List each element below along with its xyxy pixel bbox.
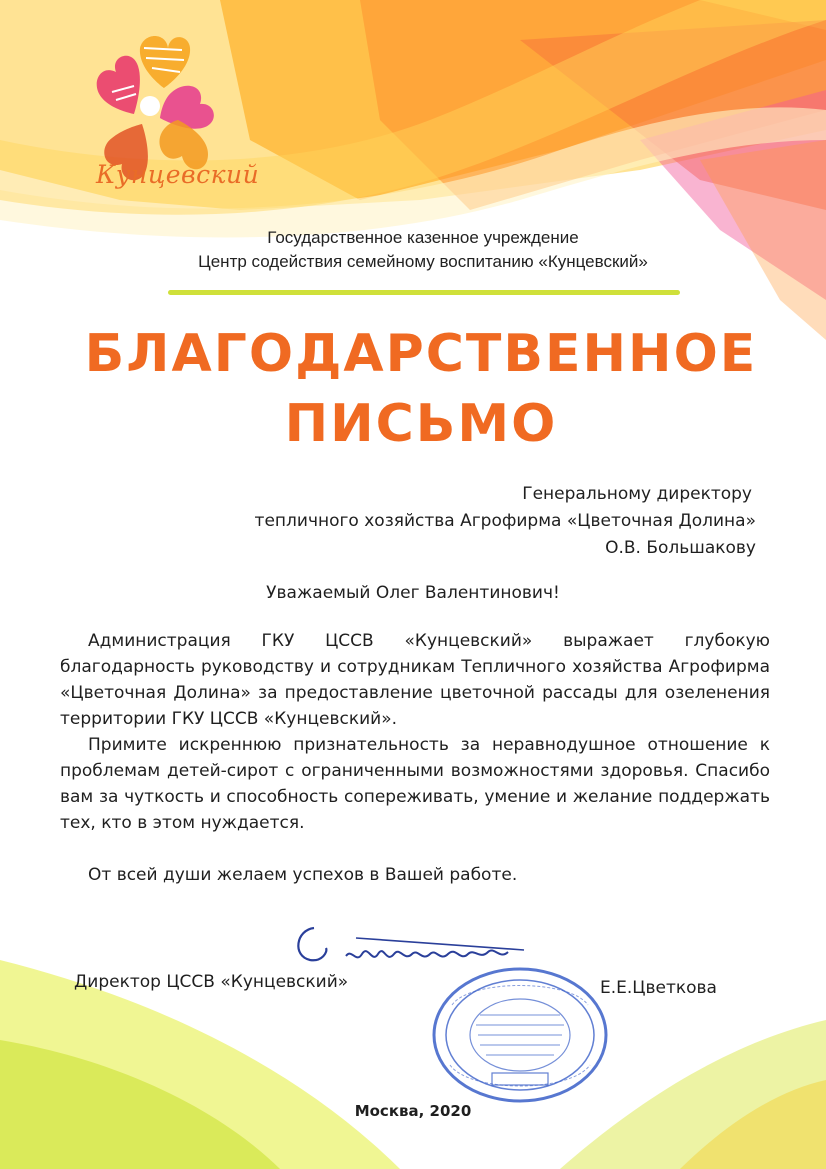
body-paragraph-3: От всей души желаем успехов в Вашей работе. [88, 865, 518, 885]
organization-name: Центр содействия семейному воспитанию «Кунцевский» [198, 252, 648, 271]
organization-type: Государственное казенное учреждение [267, 228, 579, 247]
addressee-name: О.В. Большакову [605, 538, 756, 558]
document-title-line2: ПИСЬМО [284, 394, 558, 454]
greeting: Уважаемый Олег Валентинович! [266, 583, 560, 603]
divider [168, 290, 680, 295]
body-paragraph-2: Примите искреннюю признательность за неравнодушное отношение к проблемам детей-сирот с ограниченными возможностями здоровья. Спасибо вам за чуткость и способность сопереживать, умение и желание поддержать тех, кто в этом нуждается. [60, 735, 770, 833]
city-and-year: Москва, 2020 [354, 1102, 472, 1120]
logo-text: Кунцевский [96, 160, 260, 189]
document-title-line1: БЛАГОДАРСТВЕННОЕ [84, 324, 758, 384]
body-paragraph-1: Администрация ГКУ ЦССВ «Кунцевский» выражает глубокую благодарность руководству и сотрудникам Тепличного хозяйства Агрофирма «Цветочная Долина» за предоставление цветочной рассады для озеленения территории ГКУ ЦССВ «Кунцевский». [60, 631, 770, 729]
signer-position: Директор ЦССВ «Кунцевский» [74, 972, 349, 992]
addressee-position: Генеральному директору [522, 484, 752, 504]
signer-name: Е.Е.Цветкова [600, 978, 717, 998]
official-stamp [430, 965, 610, 1105]
addressee-company: тепличного хозяйства Агрофирма «Цветочная Долина» [254, 511, 756, 531]
